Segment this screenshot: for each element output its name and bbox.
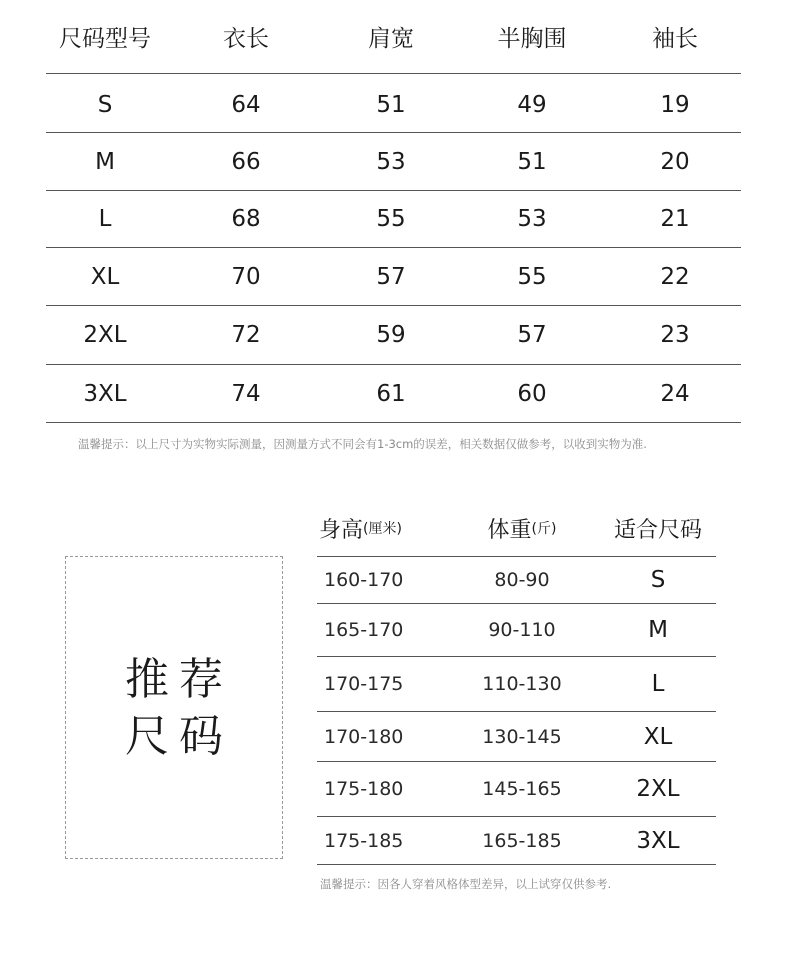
size-cell: L — [98, 206, 112, 232]
header-shoulder: 肩宽 — [368, 26, 414, 52]
recommend-title-line-1: 推荐 — [125, 653, 233, 705]
shoulder-cell: 51 — [376, 92, 406, 118]
fit-size-cell: XL — [643, 723, 673, 750]
weight-cell: 80-90 — [494, 569, 550, 591]
size-cell: S — [97, 92, 113, 118]
table-row — [46, 306, 741, 365]
header-weight-label: 体重 — [487, 517, 532, 543]
height-cell: 175-180 — [324, 778, 404, 800]
recommend-table-header — [317, 500, 716, 557]
chest-cell: 60 — [517, 380, 547, 407]
height-cell: 160-170 — [324, 569, 404, 591]
length-cell: 64 — [231, 92, 261, 118]
shoulder-cell: 57 — [376, 263, 406, 290]
size-chart-table — [46, 0, 741, 423]
chest-cell: 49 — [517, 92, 547, 118]
length-cell: 74 — [231, 380, 261, 407]
weight-cell: 90-110 — [488, 619, 556, 641]
length-cell: 66 — [231, 148, 261, 175]
fit-size-cell: 2XL — [636, 776, 680, 802]
header-height-unit: (厘米) — [363, 521, 402, 537]
recommend-title-line-2: 尺码 — [125, 710, 233, 762]
shoulder-cell: 55 — [376, 206, 406, 232]
weight-cell: 165-185 — [482, 829, 562, 852]
sleeve-cell: 19 — [660, 92, 690, 118]
header-sleeve: 袖长 — [652, 26, 698, 52]
length-cell: 68 — [231, 206, 261, 232]
fit-size-cell: M — [648, 617, 668, 643]
height-cell: 175-185 — [324, 829, 404, 852]
header-height — [319, 500, 449, 556]
measurement-note: 温馨提示：以上尺寸为实物实际测量，因测量方式不同会有1-3cm的误差，相关数据仅做参考，以收到实物为准. — [78, 437, 647, 451]
table-row — [317, 657, 716, 712]
weight-cell: 110-130 — [482, 673, 562, 695]
recommend-size-box — [65, 556, 283, 859]
sleeve-cell: 23 — [660, 322, 690, 348]
recommend-size-table — [317, 500, 716, 865]
table-row — [317, 557, 716, 604]
sleeve-cell: 21 — [660, 206, 690, 232]
fit-size-cell: L — [651, 671, 665, 697]
size-cell: M — [95, 148, 115, 175]
sleeve-cell: 24 — [660, 380, 690, 407]
table-row — [317, 604, 716, 657]
table-row — [46, 365, 741, 423]
table-row — [317, 712, 716, 762]
shoulder-cell: 53 — [376, 148, 406, 175]
chest-cell: 55 — [517, 263, 547, 290]
table-row — [317, 762, 716, 817]
fit-size-cell: S — [650, 567, 666, 593]
size-cell: XL — [90, 263, 120, 290]
fit-note: 温馨提示：因各人穿着风格体型差异，以上试穿仅供参考. — [320, 877, 612, 891]
header-size-model: 尺码型号 — [59, 26, 151, 52]
length-cell: 70 — [231, 263, 261, 290]
shoulder-cell: 59 — [376, 322, 406, 348]
shoulder-cell: 61 — [376, 380, 406, 407]
height-cell: 170-175 — [324, 673, 404, 695]
size-cell: 3XL — [83, 380, 127, 407]
table-row — [46, 74, 741, 133]
table-row — [317, 817, 716, 865]
sleeve-cell: 20 — [660, 148, 690, 175]
header-length: 衣长 — [223, 26, 269, 52]
size-cell: 2XL — [83, 322, 127, 348]
sleeve-cell: 22 — [660, 263, 690, 290]
header-fit-size: 适合尺码 — [613, 517, 702, 543]
table-row — [46, 248, 741, 306]
header-weight-unit: (斤) — [531, 521, 557, 537]
chest-cell: 53 — [517, 206, 547, 232]
table-row — [46, 191, 741, 248]
fit-size-cell: 3XL — [636, 827, 680, 854]
chest-cell: 57 — [517, 322, 547, 348]
size-chart-header — [46, 0, 741, 74]
header-height-label: 身高 — [319, 517, 364, 543]
weight-cell: 130-145 — [482, 725, 562, 748]
table-row — [46, 133, 741, 191]
height-cell: 165-170 — [324, 619, 404, 641]
weight-cell: 145-165 — [482, 778, 562, 800]
header-weight — [457, 500, 587, 556]
height-cell: 170-180 — [324, 725, 404, 748]
header-half-chest: 半胸围 — [497, 26, 567, 52]
length-cell: 72 — [231, 322, 261, 348]
chest-cell: 51 — [517, 148, 547, 175]
